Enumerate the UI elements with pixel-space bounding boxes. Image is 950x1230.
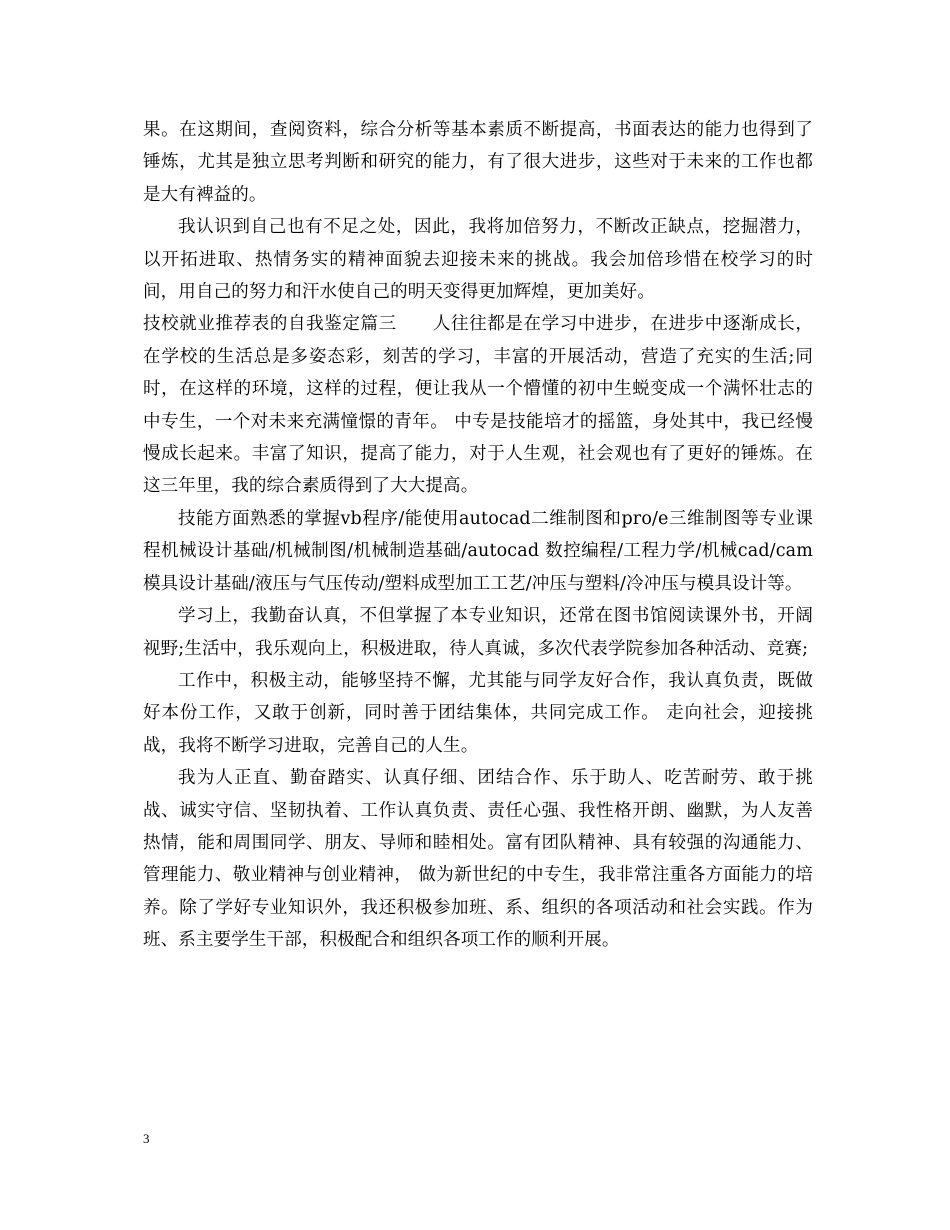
paragraph: 技能方面熟悉的掌握vb程序/能使用autocad二维制图和pro/e三维制图等专业课程机械设计基础/机械制图/机械制造基础/autocad 数控编程/工程力学/机械cad/cam 模具设计基础/液压与气压传动/塑料成型加工工艺/冲压与塑料/冷冲压与模具设计等。 [143, 508, 813, 594]
section-paragraph: 技校就业推荐表的自我鉴定篇三 人往往都是在学习中进步，在进步中逐渐成长，在学校的生活总是多姿态彩，刻苦的学习，丰富的开展活动，营造了充实的生活;同时，在这样的环境，这样的过程，便让我从一个懵懂的初中生蜕变成一个满怀壮志的中专生，一个对未来充满憧憬的青年。 中专是技能培才的摇篮，身处其中，我已经慢慢成长起来。丰富了知识，提高了能力，对于人生观，社会观也有了更好的锤炼。在这三年里，我的综合素质得到了大大提高。 [143, 314, 813, 497]
document-body [143, 114, 813, 957]
paragraph: 学习上，我勤奋认真，不但掌握了本专业知识，还常在图书馆阅读课外书，开阔视野;生活中，我乐观向上，积极进取，待人真诚，多次代表学院参加各种活动、竞赛; [143, 606, 813, 659]
paragraph: 我认识到自己也有不足之处，因此，我将加倍努力，不断改正缺点，挖掘潜力，以开拓进取、热情务实的精神面貌去迎接未来的挑战。我会加倍珍惜在校学习的时间，用自己的努力和汗水使自己的明天变得更加辉煌，更加美好。 [143, 217, 813, 303]
paragraph: 工作中，积极主动，能够坚持不懈，尤其能与同学友好合作，我认真负责，既做好本份工作，又敢于创新，同时善于团结集体，共同完成工作。 走向社会，迎接挑战，我将不断学习进取，完善自己的人生。 [143, 670, 813, 756]
paragraph: 果。在这期间，查阅资料，综合分析等基本素质不断提高，书面表达的能力也得到了锤炼，尤其是独立思考判断和研究的能力，有了很大进步，这些对于未来的工作也都是大有裨益的。 [143, 120, 813, 205]
page-number: 3 [143, 1131, 150, 1146]
paragraph: 我为人正直、勤奋踏实、认真仔细、团结合作、乐于助人、吃苦耐劳、敢于挑战、诚实守信、坚韧执着、工作认真负责、责任心强、我性格开朗、幽默，为人友善热情，能和周围同学、朋友、导师和睦相处。富有团队精神、具有较强的沟通能力、管理能力、敬业精神与创业精神， 做为新世纪的中专生，我非常注重各方面能力的培养。除了学好专业知识外，我还积极参加班、系、组织的各项活动和社会实践。作为班、系主要学生干部，积极配合和组织各项工作的顺利开展。 [143, 768, 813, 951]
